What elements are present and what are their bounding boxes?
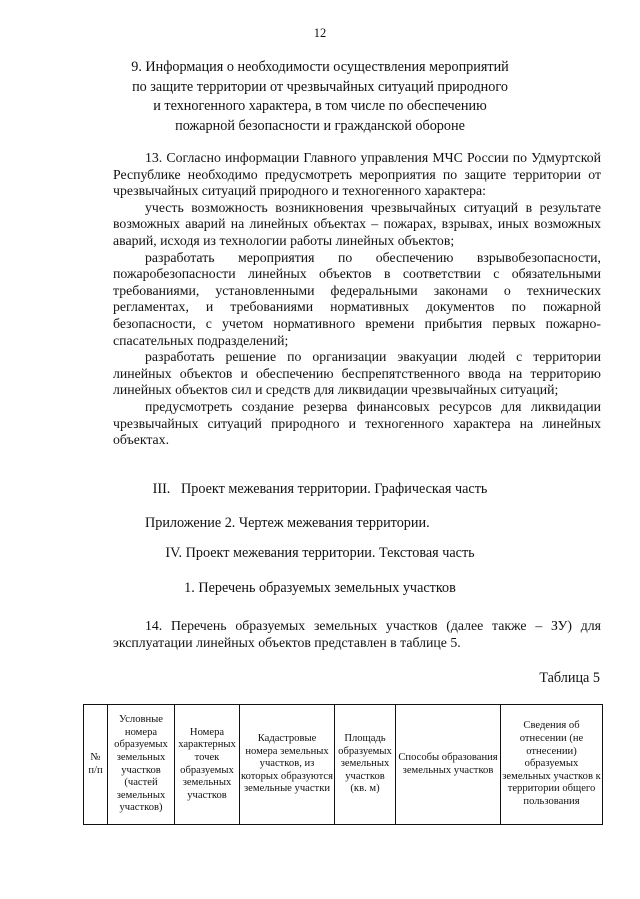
- table-header-cell: № п/п: [84, 705, 108, 825]
- table-header-cell: Сведения об отнесении (не отнесении) образуемых земельных участков к территории общего пользования: [501, 705, 603, 825]
- table-header-cell: Условные номера образуемых земельных участков (частей земельных участков): [108, 705, 175, 825]
- paragraph-bullet: разработать решение по организации эвакуации людей с территории линейных объектов и обеспечению беспрепятственного ввода на территорию линейных объектов сил и средств для ликвидации чрезвычайных ситуаций;: [113, 349, 601, 398]
- heading-part-4: IV. Проект межевания территории. Текстовая часть: [165, 545, 475, 561]
- paragraph-bullet: предусмотреть создание резерва финансовых ресурсов для ликвидации чрезвычайных ситуаций природного и техногенного характера на линейных объектах.: [113, 398, 601, 448]
- table-header-cell: Способы образования земельных участков: [396, 705, 501, 825]
- section-9-line: по защите территории от чрезвычайных ситуаций природного: [132, 78, 508, 95]
- section-9-heading: [110, 58, 530, 136]
- table-header-row: [84, 705, 603, 825]
- section-13-text: [113, 150, 601, 449]
- paragraph-14: 14. Перечень образуемых земельных участков (далее также – ЗУ) для эксплуатации линейных объектов представлен в таблице 5.: [113, 618, 601, 650]
- paragraph-13: 13. Согласно информации Главного управления МЧС России по Удмуртской Республике необходимо предусмотреть мероприятия по защите территории от чрезвычайных ситуаций природного и техногенного характера:: [113, 150, 601, 199]
- section-9-line: и техногенного характера, в том числе по обеспечению: [153, 98, 487, 114]
- paragraph-bullet: разработать мероприятия по обеспечению взрывобезопасности, пожаробезопасности линейных объектов в соответствии с обязательными требованиями, установленными федеральными законами о технических регламентах, и требованиями нормативных документов по пожарной безопасности, с учетом нормативного времени прибытия первых пожарно-спасательных подразделений;: [113, 249, 601, 348]
- section-9-line: пожарной безопасности и гражданской обороне: [175, 117, 465, 134]
- table-header-cell: Номера характерных точек образуемых земельных участков: [175, 705, 240, 825]
- appendix-2-reference: Приложение 2. Чертеж межевания территории.: [145, 515, 430, 531]
- table-5: [83, 704, 603, 825]
- table-header-cell: Площадь образуемых земельных участков (кв. м): [335, 705, 396, 825]
- paragraph-bullet: учесть возможность возникновения чрезвычайных ситуаций в результате возможных аварий на линейных объектах – пожарах, взрывах, иных возможных аварий, исходя из технологии работы линейных объектов;: [113, 199, 601, 248]
- page-number: 12: [313, 26, 327, 40]
- section-14-text: [113, 617, 601, 651]
- table-caption: Таблица 5: [539, 670, 600, 686]
- table-header-cell: Кадастровые номера земельных участков, из которых образуются земельные участки: [240, 705, 335, 825]
- heading-part-3: III. Проект межевания территории. Графическая часть: [152, 481, 488, 497]
- heading-land-plots-list: 1. Перечень образуемых земельных участков: [184, 580, 456, 596]
- section-9-line: 9. Информация о необходимости осуществления мероприятий: [131, 59, 509, 75]
